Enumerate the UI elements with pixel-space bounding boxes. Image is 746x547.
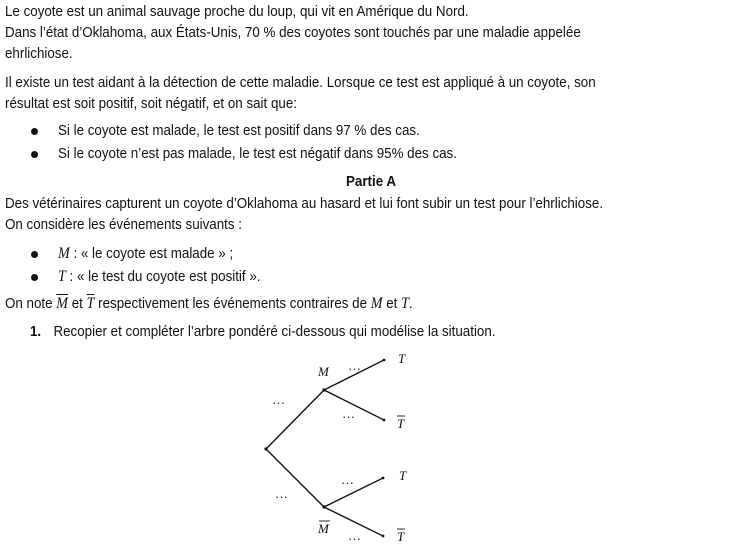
event-m-symbol: M [58,245,70,262]
t-symbol: T [401,295,409,312]
weight-root-mbar: … [275,486,288,501]
event-m-text: : « le coyote est malade » ; [69,245,234,262]
event-t-text: : « le test du coyote est positif ». [65,268,261,285]
leaf-mbar-tbar [382,535,385,538]
intro-line-2: Dans l’état d’Oklahoma, aux États-Unis, 70 % des coyotes sont touchés par une maladie appelée [5,24,581,41]
m-symbol: M [370,295,383,312]
intro-line-1: Le coyote est un animal sauvage proche du loup, qui vit en Amérique du Nord. [5,3,469,20]
note-text: respectivement les événements contraires de [94,295,371,312]
node-label-mbar: M [318,521,329,536]
note-text: On note [5,295,57,312]
weight-m-t: … [348,358,361,373]
leaf-label-t-1: T [398,351,406,366]
test-condition-1: Si le coyote est malade, le test est positif dans 97 % des cas. [58,122,420,139]
question-text: Recopier et compléter l’arbre pondéré ci-dessous qui modélise la situation. [53,323,496,340]
part-a-line-2: On considère les événements suivants : [5,216,242,233]
weight-root-m: … [272,392,285,407]
note-text: et [68,295,87,312]
leaf-label-t-2: T [399,468,407,483]
weight-m-tbar: … [342,406,355,421]
node-label-m: M [318,364,329,379]
question-number: 1. [30,323,42,340]
part-a-line-1: Des vétérinaires capturent un coyote d’Oklahoma au hasard et lui font subir un test pour l’ehrlichiose. [5,195,604,212]
test-condition-2: Si le coyote n’est pas malade, le test est négatif dans 95% des cas. [58,145,457,162]
leaf-label-tbar-2: T [397,529,405,544]
weight-mbar-t: … [341,472,354,487]
root-node [264,447,267,450]
intro-line-3: ehrlichiose. [5,45,73,62]
leaf-label-tbar-1: T [397,416,405,431]
event-t-symbol: T [58,268,66,285]
part-a-title: Partie A [346,173,397,190]
m-bar-symbol: $\overline{M}$ [56,295,69,312]
leaf-m-tbar [383,419,386,422]
node-m [322,388,325,391]
weight-mbar-tbar: … [348,528,361,543]
leaf-m-t [383,359,386,362]
node-mbar [322,505,325,508]
note-text: . [408,295,413,312]
test-line-2: résultat est soit positif, soit négatif, et on sait que: [5,95,297,112]
note-text: et [382,295,402,312]
test-line-1: Il existe un test aidant à la détection de cette maladie. Lorsque ce test est appliqué à un coyote, son [5,74,596,91]
leaf-mbar-t [382,477,385,480]
t-bar-symbol: $\overline{T}$ [86,295,95,312]
